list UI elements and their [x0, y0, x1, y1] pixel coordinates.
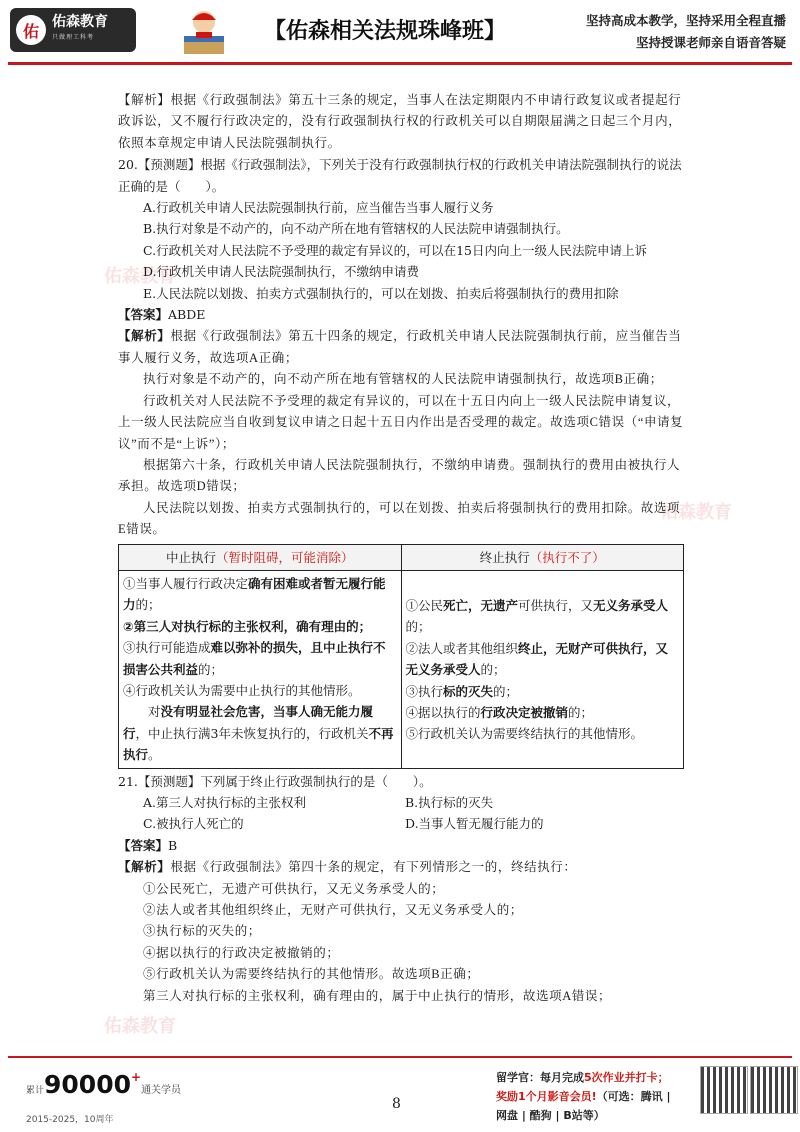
analysis-19: 【解析】根据《行政强制法》第五十三条的规定，当事人在法定期限内不申请行政复议或者提起行政诉讼，又不履行行政决定的，没有行政强制执行权的行政机关可以自期限届满之日起三个月内，依照本章规定申请人民法院强制执行。: [118, 93, 682, 150]
footer-divider: [8, 1056, 792, 1058]
option-a: A.行政机关申请人民法院强制执行前，应当催告当事人履行义务: [143, 200, 494, 216]
brand-logo: [10, 8, 136, 52]
page-title: 【佑森相关法规珠峰班】: [264, 19, 507, 44]
list-item: ④行政机关认为需要中止执行的其他情形。: [123, 682, 361, 698]
analysis-20-e: 人民法院以划拨、拍卖方式强制执行的，可以在划拨、拍卖后将强制执行的费用扣除。故选项E错误。: [118, 500, 681, 537]
mascot-illustration: [176, 6, 232, 56]
learner-stats: 累计90000+通关学员: [26, 1070, 182, 1099]
list-item: ②法人或者其他组织终止，无财产可供执行，又无义务承受人的；: [143, 903, 523, 918]
option-b: B.执行对象是不动产的，向不动产所在地有管辖权的人民法院申请强制执行。: [143, 221, 569, 237]
table-header-suspend: 中止执行（暂时阻碍，可能消除）: [119, 544, 402, 570]
options-row: [118, 792, 684, 813]
table-cell-terminate: [401, 570, 684, 768]
document-body: [118, 90, 684, 1007]
analysis-21: 【解析】根据《行政强制法》第四十条的规定，有下列情形之一的，终结执行：: [118, 859, 577, 875]
years-label: 2015-2025，10周年: [26, 1115, 114, 1125]
comparison-table: [118, 544, 684, 769]
list-item: ③执行标的灭失的；: [405, 683, 519, 699]
option-d: D.行政机关申请人民法院强制执行，不缴纳申请费: [143, 264, 420, 280]
header-slogan: [586, 10, 786, 54]
logo-subtitle: 只做理工科考: [52, 34, 95, 41]
list-item: 第三人对执行标的主张权利，确有理由的，属于中止执行的情形，故选项A错误；: [143, 988, 612, 1003]
option-a: A.第三人对执行标的主张权利: [143, 795, 307, 810]
list-item: 对没有明显社会危害，当事人确无能力履行，中止执行满3年未恢复执行的，行政机关不再执行。: [123, 704, 394, 763]
analysis-20-d: 根据第六十条，行政机关申请人民法院强制执行，不缴纳申请费。强制执行的费用由被执行人承担。故选项D错误；: [118, 457, 681, 494]
option-b: B.执行标的灭失: [405, 795, 494, 810]
list-item: ③执行可能造成难以弥补的损失，且中止执行不损害公共利益的；: [123, 640, 386, 677]
promo-text: 留学官：每月完成5次作业并打卡； 奖励1个月影音会员!（可选：腾讯 | 网盘 | 酷狗 | B站等）: [496, 1071, 671, 1122]
question-21: 21.【预测题】下列属于终止行政强制执行的是（ ）。: [118, 773, 432, 789]
list-item: ①公民死亡，无遗产可供执行，又无义务承受人的；: [143, 881, 445, 896]
list-item: ③执行标的灭失的；: [143, 924, 261, 939]
watermark: 佑森教育: [104, 1016, 176, 1037]
list-item: ④据以执行的行政决定被撤销的；: [405, 704, 594, 720]
qr-code-icon: [750, 1066, 798, 1114]
header-divider: [8, 62, 792, 65]
logo-mark: 佑: [16, 15, 46, 45]
page-number: 8: [392, 1096, 401, 1112]
list-item: ②法人或者其他组织终止，无财产可供执行，又无义务承受人的；: [405, 640, 669, 678]
option-d: D.当事人暂无履行能力的: [405, 816, 544, 832]
answer-21: 【答案】B: [118, 837, 178, 853]
slogan-line-2: 坚持授课老师亲自语音答疑: [635, 35, 786, 50]
analysis-20-b: 执行对象是不动产的，向不动产所在地有管辖权的人民法院申请强制执行，故选项B正确；: [143, 372, 663, 387]
question-20: 20.【预测题】根据《行政强制法》，下列关于没有行政强制执行权的行政机关申请法院强制执行的说法正确的是（ ）。: [118, 157, 682, 194]
qr-code-icon: [700, 1066, 748, 1114]
list-item: ②第三人对执行标的主张权利，确有理由的；: [123, 618, 372, 634]
list-item: ①当事人履行行政决定确有困难或者暂无履行能力的；: [123, 575, 386, 613]
options-row: [118, 813, 684, 834]
logo-text: 佑森教育: [52, 14, 108, 30]
slogan-line-1: 坚持高成本教学，坚持采用全程直播: [585, 13, 786, 28]
analysis-20: 【解析】根据《行政强制法》第五十四条的规定，行政机关申请人民法院强制执行前，应当催告当事人履行义务，故选项A正确；: [118, 328, 682, 365]
list-item: ⑤行政机关认为需要终结执行的其他情形。故选项B正确；: [143, 967, 480, 982]
table-header-terminate: 终止执行（执行不了）: [401, 544, 684, 570]
watermark: 佑森教育: [660, 502, 732, 523]
table-cell-suspend: [119, 570, 402, 768]
page-footer: [0, 1046, 800, 1132]
watermark: 佑森教育: [104, 266, 176, 287]
list-item: ④据以执行的行政决定被撤销的；: [143, 945, 340, 960]
page-header: [0, 0, 800, 62]
answer-20: 【答案】ABDE: [118, 307, 206, 323]
learner-count: 90000: [44, 1070, 131, 1099]
list-item: ⑤行政机关认为需要终结执行的其他情形。: [405, 726, 644, 742]
list-item: ①公民死亡，无遗产可供执行，又无义务承受人的；: [405, 597, 669, 635]
option-c: C.行政机关对人民法院不予受理的裁定有异议的，可以在15日内向上一级人民法院申请上诉: [143, 242, 647, 258]
option-c: C.被执行人死亡的: [143, 816, 244, 832]
option-e: E.人民法院以划拨、拍卖方式强制执行的，可以在划拨、拍卖后将强制执行的费用扣除: [143, 285, 619, 301]
analysis-20-c: 行政机关对人民法院不予受理的裁定有异议的，可以在十五日内向上一级人民法院申请复议，上一级人民法院应当自收到复议申请之日起十五日内作出是否受理的裁定。故选项C错误（“申请复议”而不是“上诉”）；: [118, 393, 684, 451]
